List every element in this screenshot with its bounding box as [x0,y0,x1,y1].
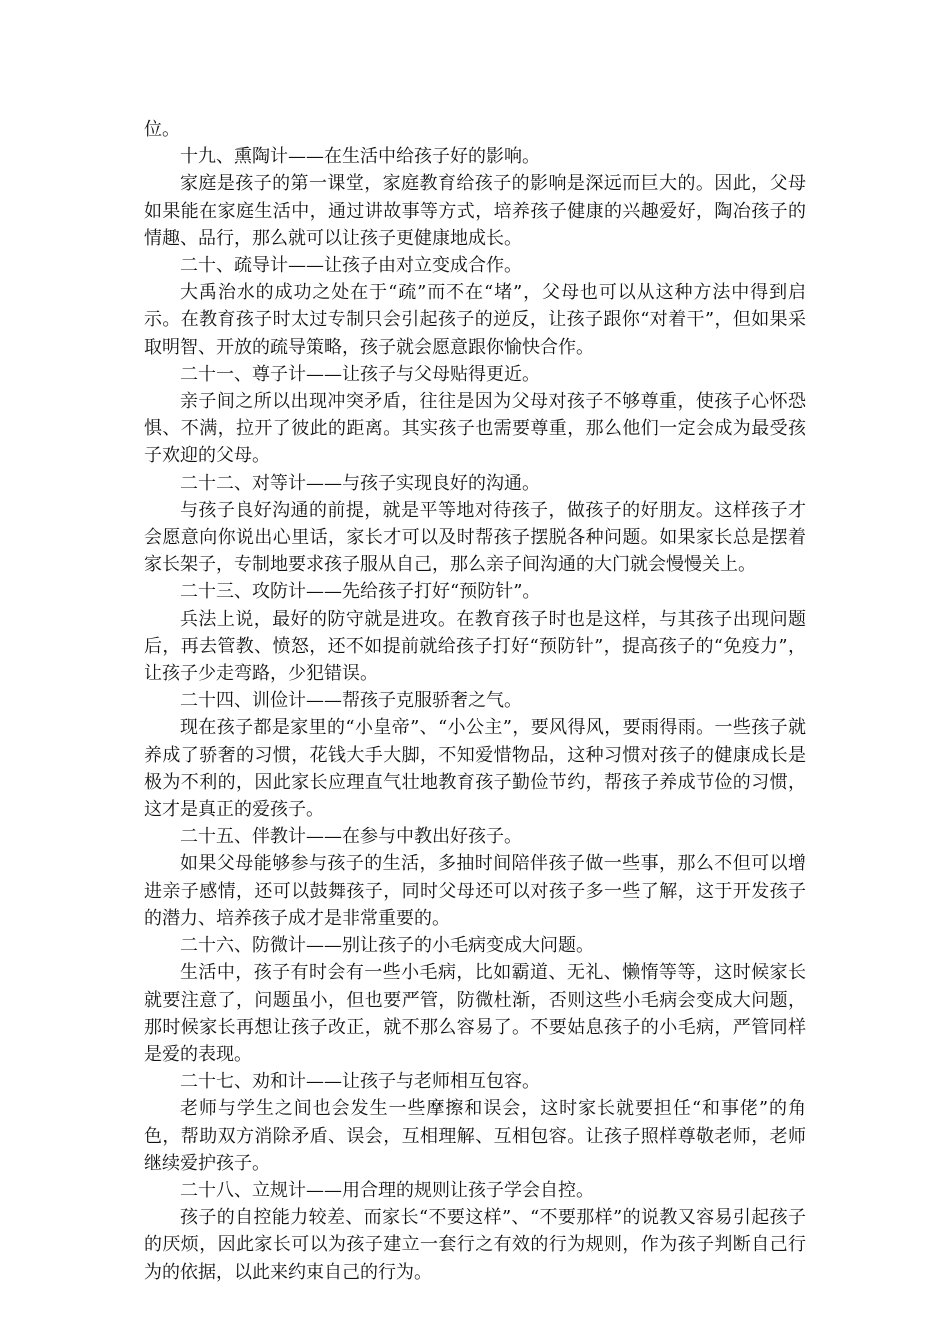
paragraph-22: 与孩子良好沟通的前提，就是平等地对待孩子，做孩子的好朋友。这样孩子才会愿意向你说出心里话，家长才可以及时帮孩子摆脱各种问题。如果家长总是摆着家长架子，专制地要求孩子服从自己，那么亲子间沟通的大门就会慢慢关上。 [144,499,806,576]
paragraph-24: 现在孩子都是家里的“小皇帝”、“小公主”，要风得风，要雨得雨。一些孩子就养成了骄奢的习惯，花钱大手大脚，不知爱惜物品，这种习惯对孩子的健康成长是极为不利的，因此家长应理直气壮地教育孩子勤俭节约，帮孩子养成节俭的习惯，这才是真正的爱孩子。 [144,717,806,821]
paragraph-19: 家庭是孩子的第一课堂，家庭教育给孩子的影响是深远而巨大的。因此，父母如果能在家庭生活中，通过讲故事等方式，培养孩子健康的兴趣爱好，陶冶孩子的情趣、品行，那么就可以让孩子更健康地成长。 [144,173,806,249]
paragraph-25: 如果父母能够参与孩子的生活，多抽时间陪伴孩子做一些事，那么不但可以增进亲子感情，还可以鼓舞孩子，同时父母还可以对孩子多一些了解，这于开发孩子的潜力、培养孩子成才是非常重要的。 [144,853,806,929]
heading-22: 二十二、对等计——与孩子实现良好的沟通。 [180,472,540,494]
paragraph-23: 兵法上说，最好的防守就是进攻。在教育孩子时也是这样，与其孩子出现问题后，再去管教、愤怒，还不如提前就给孩子打好“预防针”，提高孩子的“免疫力”，让孩子少走弯路，少犯错误。 [144,608,806,685]
heading-23: 二十三、攻防计——先给孩子打好“预防针”。 [180,581,541,603]
paragraph-28: 孩子的自控能力较差、而家长“不要这样”、“不要那样”的说教又容易引起孩子的厌烦，因此家长可以为孩子建立一套行之有效的行为规则，作为孩子判断自己行为的依据，以此来约束自己的行为。 [144,1207,806,1283]
heading-27: 二十七、劝和计——让孩子与老师相互包容。 [180,1071,540,1093]
heading-20: 二十、疏导计——让孩子由对立变成合作。 [180,255,522,277]
heading-25: 二十五、伴教计——在参与中教出好孩子。 [180,826,522,848]
heading-21: 二十一、尊子计——让孩子与父母贴得更近。 [180,363,540,385]
heading-19: 十九、熏陶计——在生活中给孩子好的影响。 [180,146,540,168]
heading-24: 二十四、训俭计——帮孩子克服骄奢之气。 [180,690,522,712]
heading-26: 二十六、防微计——别让孩子的小毛病变成大问题。 [180,935,594,957]
paragraph-26: 生活中，孩子有时会有一些小毛病，比如霸道、无礼、懒惰等等，这时候家长就要注意了，问题虽小，但也要严管，防微杜渐，否则这些小毛病会变成大问题，那时候家长再想让孩子改正，就不那么容易了。不要姑息孩子的小毛病，严管同样是爱的表现。 [144,962,806,1065]
paragraph-continuation: 位。 [144,119,180,140]
heading-28: 二十八、立规计——用合理的规则让孩子学会自控。 [180,1179,594,1201]
paragraph-21: 亲子间之所以出现冲突矛盾，往往是因为父母对孩子不够尊重，使孩子心怀恐惧、不满，拉开了彼此的距离。其实孩子也需要尊重，那么他们一定会成为最受孩子欢迎的父母。 [144,391,806,467]
paragraph-20: 大禹治水的成功之处在于“疏”而不在“堵”，父母也可以从这种方法中得到启示。在教育孩子时太过专制只会引起孩子的逆反，让孩子跟你“对着干”，但如果采取明智、开放的疏导策略，孩子就会愿意跟你愉快合作。 [144,282,806,358]
document-body [144,116,806,1286]
paragraph-27: 老师与学生之间也会发生一些摩擦和误会，这时家长就要担任“和事佬”的角色，帮助双方消除矛盾、误会，互相理解、互相包容。让孩子照样尊敬老师，老师继续爱护孩子。 [144,1098,806,1174]
